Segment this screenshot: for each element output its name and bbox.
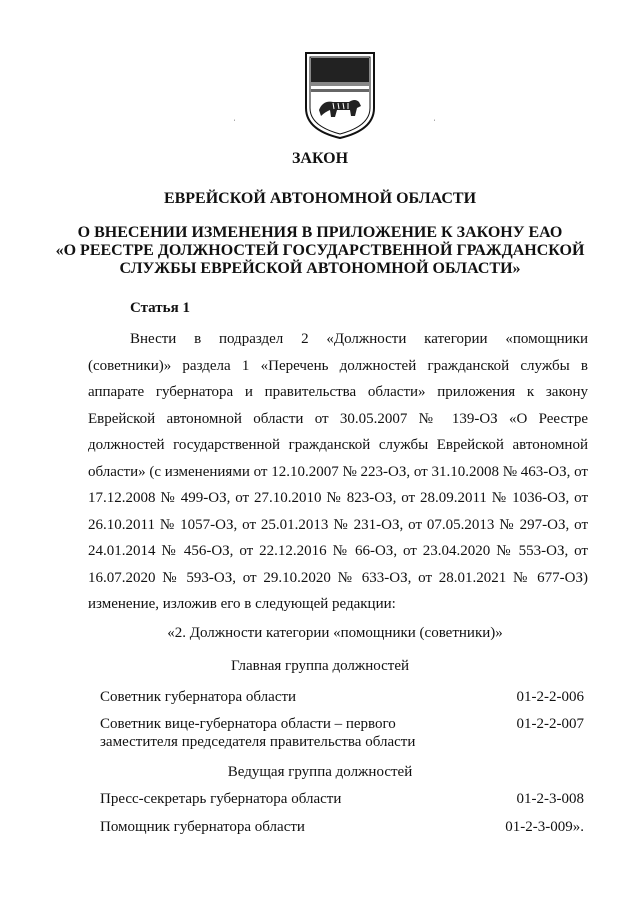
scan-mark: ˈ bbox=[233, 118, 236, 128]
region-title: ЕВРЕЙСКОЙ АВТОНОМНОЙ ОБЛАСТИ bbox=[163, 190, 477, 207]
section-title: «2. Должности категории «помощники (советники)» bbox=[167, 625, 503, 641]
article-heading: Статья 1 bbox=[130, 300, 190, 316]
article-text: Внести в подраздел 2 «Должности категории «помощники (советники)» раздела 1 «Перечень должностей гражданской службы в аппарате губернатора и правительства области» приложения к закону Еврейской автономной области от 30.05.2007 № 139-ОЗ «О Реестре должностей государственной гражданской службы Еврейской автономной области» (с изменениями от 12.10.2007 № 223-ОЗ, от 31.10.2008 № 463-ОЗ, от 17.12.2008 № 499-ОЗ, от 27.10.2010 № 823-ОЗ, от 28.09.2011 № 1036-ОЗ, от 26.10.2011 № 1057-ОЗ, от 25.01.2013 № 231-ОЗ, от 07.05.2013 № 297-ОЗ, от 24.01.2014 № 456-ОЗ, от 22.12.2016 № 66-ОЗ, от 23.04.2020 № 553-ОЗ, от 16.07.2020 № 593-ОЗ, от 29.10.2020 № 633-ОЗ, от 28.01.2021 № 677-ОЗ) изменение, изложив его в следующей редакции: bbox=[88, 331, 588, 612]
group-heading-leading: Ведущая группа должностей bbox=[227, 764, 413, 780]
group-heading-main: Главная группа должностей bbox=[230, 658, 410, 674]
law-title: ЗАКОН bbox=[291, 150, 349, 167]
coat-of-arms-emblem bbox=[303, 50, 377, 140]
scan-mark: ˈ bbox=[433, 118, 436, 128]
law-subject: О ВНЕСЕНИИ ИЗМЕНЕНИЯ В ПРИЛОЖЕНИЕ К ЗАКОНУ ЕАО «О РЕЕСТРЕ ДОЛЖНОСТЕЙ ГОСУДАРСТВЕННОЙ ГРАЖДАНСКОЙ СЛУЖБЫ ЕВРЕЙСКОЙ АВТОНОМНОЙ ОБЛАСТИ» bbox=[55, 224, 585, 277]
